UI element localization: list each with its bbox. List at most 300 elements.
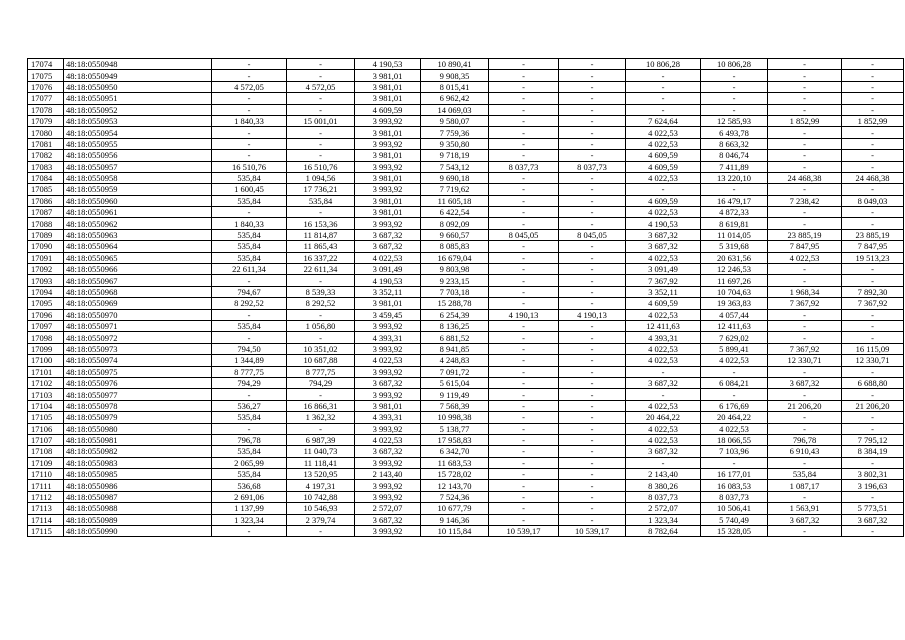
cell-value-a1: - — [212, 70, 287, 81]
cell-value-b2: 7 543,12 — [421, 161, 489, 172]
cell-value-b1: 3 981,01 — [355, 70, 421, 81]
cell-value-c2: - — [559, 298, 626, 309]
cell-value-d1: 4 022,53 — [626, 355, 701, 366]
cell-value-d1: - — [626, 457, 701, 468]
cell-value-a1: - — [212, 59, 287, 70]
cell-value-e2: - — [842, 184, 904, 195]
table-row — [28, 343, 904, 354]
table-row — [28, 469, 904, 480]
cell-value-b1: 3 993,92 — [355, 457, 421, 468]
cell-value-e1: - — [768, 412, 842, 423]
cell-value-b2: 8 085,83 — [421, 241, 489, 252]
cell-value-b2: 5 615,04 — [421, 377, 489, 388]
cell-cadastral-number: 48:18:0550980 — [64, 423, 212, 434]
cell-value-b1: 3 981,01 — [355, 195, 421, 206]
cell-value-e2: - — [842, 104, 904, 115]
table-row — [28, 423, 904, 434]
cell-value-e1: - — [768, 184, 842, 195]
cell-row-number: 17108 — [28, 446, 64, 457]
cell-value-b2: 16 679,04 — [421, 252, 489, 263]
cell-cadastral-number: 48:18:0550972 — [64, 332, 212, 343]
cell-row-number: 17106 — [28, 423, 64, 434]
cell-value-a1: - — [212, 127, 287, 138]
cell-value-c2: 8 045,05 — [559, 229, 626, 240]
cell-value-d2: 11 697,26 — [701, 275, 768, 286]
cell-value-b1: 3 687,32 — [355, 377, 421, 388]
cell-value-e1: - — [768, 275, 842, 286]
cell-row-number: 17114 — [28, 514, 64, 525]
cell-row-number: 17113 — [28, 503, 64, 514]
cell-value-d2: 5 319,68 — [701, 241, 768, 252]
cell-row-number: 17105 — [28, 412, 64, 423]
table-row — [28, 503, 904, 514]
cell-value-a2: 13 520,95 — [287, 469, 355, 480]
cell-value-d1: 8 037,73 — [626, 491, 701, 502]
cell-value-d2: 20 631,56 — [701, 252, 768, 263]
cell-value-a1: 535,84 — [212, 229, 287, 240]
cell-value-a2: 11 865,43 — [287, 241, 355, 252]
cell-value-e1: 21 206,20 — [768, 400, 842, 411]
cell-cadastral-number: 48:18:0550962 — [64, 218, 212, 229]
cell-value-a1: 794,50 — [212, 343, 287, 354]
cell-cadastral-number: 48:18:0550952 — [64, 104, 212, 115]
cell-value-a2: - — [287, 104, 355, 115]
cell-value-d2: 13 220,10 — [701, 172, 768, 183]
cell-value-a1: - — [212, 150, 287, 161]
cell-value-e2: 8 384,19 — [842, 446, 904, 457]
cell-value-a1: 1 600,45 — [212, 184, 287, 195]
cell-cadastral-number: 48:18:0550990 — [64, 526, 212, 537]
cell-value-e2: 7 367,92 — [842, 298, 904, 309]
cell-value-c1: - — [489, 150, 559, 161]
cell-value-c1: - — [489, 298, 559, 309]
cell-row-number: 17107 — [28, 434, 64, 445]
cell-value-c2: - — [559, 355, 626, 366]
cell-cadastral-number: 48:18:0550973 — [64, 343, 212, 354]
cell-value-e2: - — [842, 423, 904, 434]
cell-value-b1: 3 687,32 — [355, 446, 421, 457]
cell-value-c2: - — [559, 423, 626, 434]
cell-value-b1: 3 981,01 — [355, 127, 421, 138]
cell-row-number: 17087 — [28, 207, 64, 218]
cell-value-e2: 23 885,19 — [842, 229, 904, 240]
cell-value-b1: 3 993,92 — [355, 320, 421, 331]
table-row — [28, 286, 904, 297]
cell-row-number: 17081 — [28, 138, 64, 149]
cell-cadastral-number: 48:18:0550987 — [64, 491, 212, 502]
cell-cadastral-number: 48:18:0550981 — [64, 434, 212, 445]
cell-value-a1: 2 065,99 — [212, 457, 287, 468]
cell-value-b2: 9 580,07 — [421, 115, 489, 126]
cell-value-d2: 8 046,74 — [701, 150, 768, 161]
cell-value-a1: 1 840,33 — [212, 115, 287, 126]
cell-value-a2: 535,84 — [287, 195, 355, 206]
cell-value-d2: 8 663,32 — [701, 138, 768, 149]
cell-value-d2: - — [701, 93, 768, 104]
table-row — [28, 138, 904, 149]
cell-value-a2: 16 153,36 — [287, 218, 355, 229]
table-row — [28, 377, 904, 388]
cell-cadastral-number: 48:18:0550954 — [64, 127, 212, 138]
cell-value-e2: - — [842, 320, 904, 331]
cell-value-b1: 3 993,92 — [355, 491, 421, 502]
table-row — [28, 480, 904, 491]
cell-value-b1: 4 393,31 — [355, 412, 421, 423]
cell-value-a1: 535,84 — [212, 412, 287, 423]
cell-value-b1: 4 393,31 — [355, 332, 421, 343]
cell-value-c2: - — [559, 93, 626, 104]
cell-value-b2: 10 115,84 — [421, 526, 489, 537]
cell-value-c2: - — [559, 59, 626, 70]
cell-value-d2: 16 177,01 — [701, 469, 768, 480]
cell-value-e2: - — [842, 264, 904, 275]
cell-row-number: 17080 — [28, 127, 64, 138]
cell-value-a2: 2 379,74 — [287, 514, 355, 525]
cell-value-b2: 9 350,80 — [421, 138, 489, 149]
cell-value-d2: 7 411,89 — [701, 161, 768, 172]
cell-value-d1: 4 022,53 — [626, 252, 701, 263]
cell-value-c1: - — [489, 264, 559, 275]
cell-value-e2: - — [842, 81, 904, 92]
cell-cadastral-number: 48:18:0550957 — [64, 161, 212, 172]
cell-value-b1: 3 993,92 — [355, 366, 421, 377]
table-row — [28, 400, 904, 411]
cell-value-b1: 2 143,40 — [355, 469, 421, 480]
cell-cadastral-number: 48:18:0550967 — [64, 275, 212, 286]
cell-value-e2: - — [842, 309, 904, 320]
cell-value-d2: 16 083,53 — [701, 480, 768, 491]
cell-value-e1: 7 367,92 — [768, 343, 842, 354]
cell-value-a2: 6 987,39 — [287, 434, 355, 445]
cell-value-e1: 12 330,71 — [768, 355, 842, 366]
table-row — [28, 491, 904, 502]
cell-value-d1: 4 022,53 — [626, 434, 701, 445]
cell-value-c1: - — [489, 377, 559, 388]
cell-value-a2: - — [287, 138, 355, 149]
cell-value-d1: 8 782,64 — [626, 526, 701, 537]
cell-row-number: 17092 — [28, 264, 64, 275]
table-row — [28, 150, 904, 161]
cell-row-number: 17074 — [28, 59, 64, 70]
cell-value-a2: - — [287, 150, 355, 161]
cell-value-e2: 7 892,30 — [842, 286, 904, 297]
cell-value-a2: 16 510,76 — [287, 161, 355, 172]
cell-value-d1: 1 323,34 — [626, 514, 701, 525]
cell-value-a2: - — [287, 70, 355, 81]
cell-value-c1: - — [489, 434, 559, 445]
cell-value-d1: 4 190,53 — [626, 218, 701, 229]
cell-value-d2: 7 103,96 — [701, 446, 768, 457]
cell-value-c2: - — [559, 104, 626, 115]
cell-value-e1: 3 687,32 — [768, 377, 842, 388]
table-row — [28, 355, 904, 366]
cell-value-d1: 3 687,32 — [626, 446, 701, 457]
cell-value-a1: - — [212, 104, 287, 115]
cell-value-d2: 6 176,69 — [701, 400, 768, 411]
cell-value-d1: 4 022,53 — [626, 172, 701, 183]
cell-cadastral-number: 48:18:0550955 — [64, 138, 212, 149]
cell-row-number: 17089 — [28, 229, 64, 240]
cell-row-number: 17098 — [28, 332, 64, 343]
cell-value-a1: 535,84 — [212, 446, 287, 457]
cell-value-e1: - — [768, 320, 842, 331]
cell-value-c2: - — [559, 480, 626, 491]
cell-value-c1: 8 037,73 — [489, 161, 559, 172]
cell-value-a1: - — [212, 138, 287, 149]
table-row — [28, 207, 904, 218]
cell-value-b2: 9 146,36 — [421, 514, 489, 525]
cell-value-b2: 8 015,41 — [421, 81, 489, 92]
cell-row-number: 17083 — [28, 161, 64, 172]
cell-value-d2: 15 328,05 — [701, 526, 768, 537]
cell-value-e2: - — [842, 138, 904, 149]
cell-value-c2: - — [559, 469, 626, 480]
cell-value-d1: 7 367,92 — [626, 275, 701, 286]
cell-value-c2: - — [559, 320, 626, 331]
cell-value-a2: - — [287, 423, 355, 434]
cell-value-e1: - — [768, 491, 842, 502]
cell-value-c2: - — [559, 241, 626, 252]
cell-cadastral-number: 48:18:0550989 — [64, 514, 212, 525]
cell-value-c2: 8 037,73 — [559, 161, 626, 172]
cell-value-e2: - — [842, 457, 904, 468]
cell-value-a2: 16 337,22 — [287, 252, 355, 263]
cell-value-e1: - — [768, 309, 842, 320]
cell-cadastral-number: 48:18:0550959 — [64, 184, 212, 195]
cell-value-b2: 7 524,36 — [421, 491, 489, 502]
cell-value-e1: - — [768, 161, 842, 172]
cell-value-d2: 10 506,41 — [701, 503, 768, 514]
table-row — [28, 127, 904, 138]
cell-value-a2: 15 001,01 — [287, 115, 355, 126]
cell-value-e1: 7 847,95 — [768, 241, 842, 252]
cell-value-a2: - — [287, 127, 355, 138]
cell-value-e1: - — [768, 366, 842, 377]
cell-cadastral-number: 48:18:0550975 — [64, 366, 212, 377]
cell-value-d2: 4 022,53 — [701, 423, 768, 434]
cell-value-b1: 3 687,32 — [355, 229, 421, 240]
cell-cadastral-number: 48:18:0550951 — [64, 93, 212, 104]
cell-value-b2: 8 136,25 — [421, 320, 489, 331]
cell-value-c1: - — [489, 252, 559, 263]
cell-value-d1: 4 609,59 — [626, 298, 701, 309]
cell-value-d1: 4 609,59 — [626, 195, 701, 206]
cell-value-a1: 4 572,05 — [212, 81, 287, 92]
cell-row-number: 17112 — [28, 491, 64, 502]
cell-cadastral-number: 48:18:0550953 — [64, 115, 212, 126]
cell-value-c2: - — [559, 446, 626, 457]
cell-cadastral-number: 48:18:0550971 — [64, 320, 212, 331]
table-row — [28, 218, 904, 229]
cell-value-e1: - — [768, 207, 842, 218]
cell-row-number: 17078 — [28, 104, 64, 115]
cell-value-c1: - — [489, 332, 559, 343]
cell-value-e2: - — [842, 275, 904, 286]
cell-value-b2: 6 962,42 — [421, 93, 489, 104]
cell-cadastral-number: 48:18:0550976 — [64, 377, 212, 388]
cell-value-e1: 535,84 — [768, 469, 842, 480]
cell-value-b2: 7 719,62 — [421, 184, 489, 195]
cell-value-e2: 3 687,32 — [842, 514, 904, 525]
cell-value-e1: - — [768, 218, 842, 229]
cell-value-e1: - — [768, 457, 842, 468]
cell-value-c1: - — [489, 320, 559, 331]
cell-value-d1: 20 464,22 — [626, 412, 701, 423]
cell-cadastral-number: 48:18:0550948 — [64, 59, 212, 70]
cell-value-d1: 10 806,28 — [626, 59, 701, 70]
cell-value-b1: 3 352,11 — [355, 286, 421, 297]
cell-value-b1: 4 190,53 — [355, 59, 421, 70]
cell-value-c1: - — [489, 241, 559, 252]
cell-value-d2: - — [701, 81, 768, 92]
cell-value-a2: 11 118,41 — [287, 457, 355, 468]
cell-cadastral-number: 48:18:0550963 — [64, 229, 212, 240]
cell-cadastral-number: 48:18:0550970 — [64, 309, 212, 320]
cell-value-c2: - — [559, 503, 626, 514]
cell-value-d2: 7 629,02 — [701, 332, 768, 343]
cell-value-e2: - — [842, 218, 904, 229]
cell-value-a2: 10 546,93 — [287, 503, 355, 514]
cell-cadastral-number: 48:18:0550956 — [64, 150, 212, 161]
table-row — [28, 104, 904, 115]
cell-value-a1: 535,84 — [212, 195, 287, 206]
cell-row-number: 17079 — [28, 115, 64, 126]
cell-value-b1: 4 022,53 — [355, 355, 421, 366]
cell-value-c1: - — [489, 138, 559, 149]
cell-value-e2: 3 802,31 — [842, 469, 904, 480]
table-row — [28, 195, 904, 206]
cell-value-d1: 7 624,64 — [626, 115, 701, 126]
cell-value-b2: 15 728,02 — [421, 469, 489, 480]
cell-row-number: 17077 — [28, 93, 64, 104]
cell-value-d1: 3 687,32 — [626, 229, 701, 240]
cell-value-b1: 3 993,92 — [355, 218, 421, 229]
cell-value-c2: 10 539,17 — [559, 526, 626, 537]
cell-value-a2: 8 539,33 — [287, 286, 355, 297]
cell-value-c2: - — [559, 491, 626, 502]
cell-value-d2: 20 464,22 — [701, 412, 768, 423]
cell-row-number: 17094 — [28, 286, 64, 297]
table-row — [28, 446, 904, 457]
cell-value-a1: 1 137,99 — [212, 503, 287, 514]
cell-value-b2: 10 677,79 — [421, 503, 489, 514]
cell-value-a1: 16 510,76 — [212, 161, 287, 172]
cell-value-e2: - — [842, 93, 904, 104]
cell-row-number: 17110 — [28, 469, 64, 480]
cell-row-number: 17090 — [28, 241, 64, 252]
cell-value-e2: 21 206,20 — [842, 400, 904, 411]
cell-value-e1: - — [768, 389, 842, 400]
cell-value-d2: 6 493,78 — [701, 127, 768, 138]
table-row — [28, 81, 904, 92]
cell-value-a1: 796,78 — [212, 434, 287, 445]
cell-value-b1: 3 981,01 — [355, 150, 421, 161]
cell-value-e2: 6 688,80 — [842, 377, 904, 388]
cell-row-number: 17082 — [28, 150, 64, 161]
cell-value-b2: 9 233,15 — [421, 275, 489, 286]
cell-value-c1: - — [489, 104, 559, 115]
cell-value-a1: 535,84 — [212, 320, 287, 331]
cell-value-a1: 535,84 — [212, 172, 287, 183]
cell-value-a1: 1 840,33 — [212, 218, 287, 229]
cell-value-a2: 22 611,34 — [287, 264, 355, 275]
cell-cadastral-number: 48:18:0550968 — [64, 286, 212, 297]
cell-value-c2: - — [559, 389, 626, 400]
cell-value-d1: 3 091,49 — [626, 264, 701, 275]
cell-row-number: 17097 — [28, 320, 64, 331]
cell-row-number: 17100 — [28, 355, 64, 366]
cell-value-a1: - — [212, 309, 287, 320]
cell-value-a2: 10 351,02 — [287, 343, 355, 354]
cell-value-d1: - — [626, 93, 701, 104]
cell-row-number: 17084 — [28, 172, 64, 183]
cell-cadastral-number: 48:18:0550983 — [64, 457, 212, 468]
cell-value-e2: - — [842, 161, 904, 172]
cell-value-d1: 4 022,53 — [626, 400, 701, 411]
cell-row-number: 17095 — [28, 298, 64, 309]
table-row — [28, 70, 904, 81]
cell-value-c1: - — [489, 491, 559, 502]
cell-value-e1: 4 022,53 — [768, 252, 842, 263]
cell-value-c1: - — [489, 207, 559, 218]
cell-cadastral-number: 48:18:0550977 — [64, 389, 212, 400]
table-row — [28, 241, 904, 252]
cell-row-number: 17075 — [28, 70, 64, 81]
cell-value-d2: 18 066,55 — [701, 434, 768, 445]
cell-value-a1: 8 292,52 — [212, 298, 287, 309]
cell-value-c1: - — [489, 93, 559, 104]
cell-value-e1: - — [768, 81, 842, 92]
cell-value-e1: - — [768, 423, 842, 434]
cell-value-b1: 3 091,49 — [355, 264, 421, 275]
cell-value-c1: - — [489, 469, 559, 480]
cell-value-b1: 3 981,01 — [355, 93, 421, 104]
cell-value-c2: - — [559, 412, 626, 423]
data-table — [27, 58, 904, 537]
cell-value-a1: 2 691,06 — [212, 491, 287, 502]
cell-value-b2: 8 092,09 — [421, 218, 489, 229]
cell-row-number: 17115 — [28, 526, 64, 537]
cell-cadastral-number: 48:18:0550964 — [64, 241, 212, 252]
cell-row-number: 17085 — [28, 184, 64, 195]
cell-value-e2: - — [842, 59, 904, 70]
cell-value-e1: 1 968,34 — [768, 286, 842, 297]
cell-value-a1: 536,27 — [212, 400, 287, 411]
cell-cadastral-number: 48:18:0550974 — [64, 355, 212, 366]
table-row — [28, 264, 904, 275]
cell-cadastral-number: 48:18:0550958 — [64, 172, 212, 183]
cell-value-c1: 10 539,17 — [489, 526, 559, 537]
cell-value-e2: 24 468,38 — [842, 172, 904, 183]
cell-value-a2: - — [287, 332, 355, 343]
cell-value-a2: - — [287, 309, 355, 320]
cell-value-a2: 794,29 — [287, 377, 355, 388]
table-row — [28, 366, 904, 377]
cell-value-a2: 4 572,05 — [287, 81, 355, 92]
cell-cadastral-number: 48:18:0550969 — [64, 298, 212, 309]
cell-value-e2: - — [842, 70, 904, 81]
cell-cadastral-number: 48:18:0550965 — [64, 252, 212, 263]
cell-value-a2: 16 866,31 — [287, 400, 355, 411]
cell-value-d1: 2 143,40 — [626, 469, 701, 480]
cell-value-b2: 6 881,52 — [421, 332, 489, 343]
cell-value-c1: - — [489, 218, 559, 229]
cell-value-e1: - — [768, 70, 842, 81]
cell-value-a1: 794,29 — [212, 377, 287, 388]
cell-value-d2: 8 037,73 — [701, 491, 768, 502]
cell-value-b1: 3 981,01 — [355, 400, 421, 411]
cell-value-a1: 8 777,75 — [212, 366, 287, 377]
